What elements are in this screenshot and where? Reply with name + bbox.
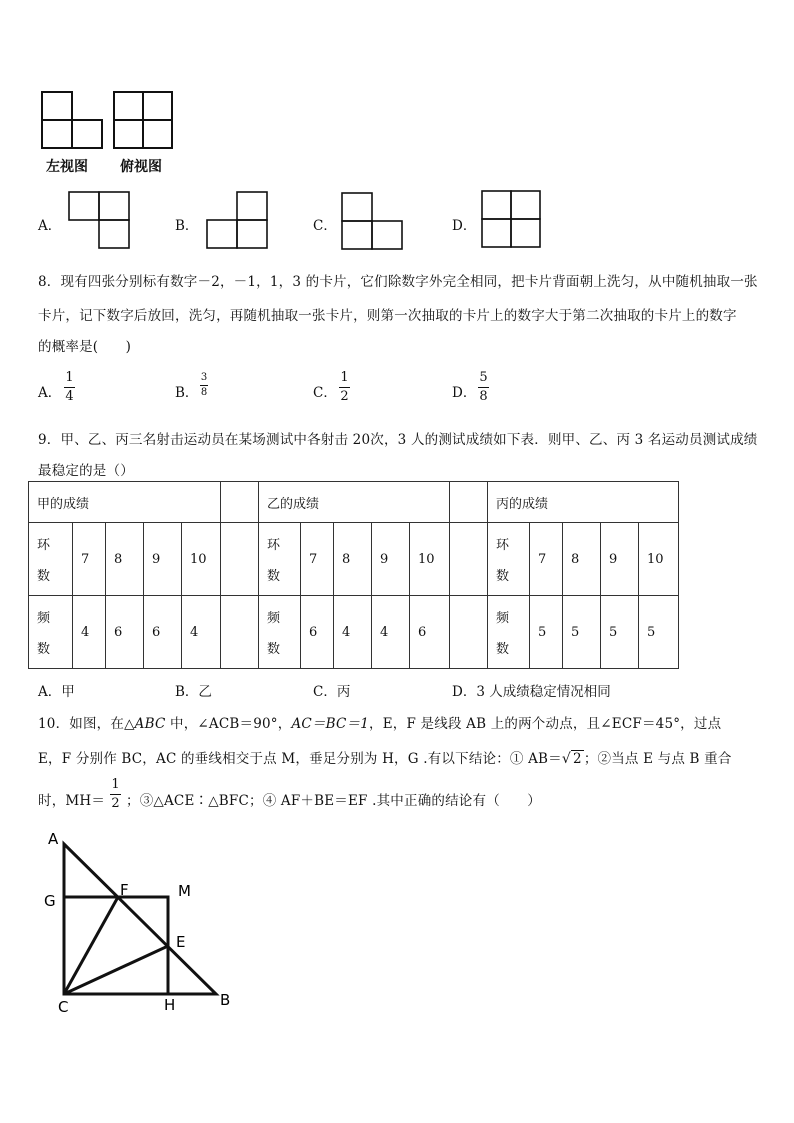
spacer-cell bbox=[221, 482, 259, 523]
freq-label-cell: 频 数 bbox=[29, 596, 73, 669]
q8-option-a-label[interactable]: A． bbox=[38, 385, 62, 401]
sqrt-sign: √ bbox=[561, 751, 572, 767]
segment-ce bbox=[64, 946, 168, 994]
table-cell: 4 bbox=[73, 596, 106, 669]
spacer-cell bbox=[221, 596, 259, 669]
top-view-caption: 俯视图 bbox=[120, 159, 162, 175]
q7-option-d-figure bbox=[480, 189, 544, 251]
table-cell: 8 bbox=[334, 523, 372, 596]
fraction-numerator: 1 bbox=[111, 777, 120, 792]
fraction-numerator: 3 bbox=[200, 372, 208, 383]
label-a: A bbox=[48, 830, 59, 848]
table-cell: 9 bbox=[601, 523, 639, 596]
q8-option-c-fraction bbox=[339, 370, 350, 405]
fraction-bar bbox=[64, 387, 75, 388]
table-row-rings bbox=[29, 523, 679, 596]
fraction-numerator: 1 bbox=[340, 370, 349, 385]
q7-option-c-label[interactable]: C． bbox=[313, 218, 337, 234]
q8-text-line-1: 8．现有四张分别标有数字－2，－1，1，3 的卡片，它们除数字外完全相同，把卡片背面朝上洗匀，从中随机抽取一张 bbox=[38, 274, 758, 290]
fraction-denominator: 2 bbox=[111, 796, 120, 811]
ring-label-cell: 环 数 bbox=[259, 523, 301, 596]
table-cell: 5 bbox=[563, 596, 601, 669]
table-cell: 6 bbox=[106, 596, 144, 669]
triangle-abc bbox=[64, 844, 216, 994]
table-cell: 7 bbox=[301, 523, 334, 596]
spacer-cell bbox=[221, 523, 259, 596]
table-cell: 9 bbox=[144, 523, 182, 596]
header-jia: 甲的成绩 bbox=[29, 482, 221, 523]
q8-option-c-label[interactable]: C． bbox=[313, 385, 337, 401]
q9-text-line-2: 最稳定的是（） bbox=[38, 463, 134, 479]
q10-fraction bbox=[110, 777, 121, 812]
table-cell: 10 bbox=[410, 523, 450, 596]
q8-text-line-2: 卡片，记下数字后放回，洗匀，再随机抽取一张卡片，则第一次抽取的卡片上的数字大于第二次抽取的卡片上的数字 bbox=[38, 308, 737, 324]
q7-option-a-figure bbox=[67, 190, 133, 252]
ring-label-cell: 环 数 bbox=[29, 523, 73, 596]
table-cell: 9 bbox=[372, 523, 410, 596]
q7-option-b-label[interactable]: B． bbox=[175, 218, 199, 234]
q7-option-b-figure bbox=[205, 190, 271, 252]
table-cell: 5 bbox=[639, 596, 679, 669]
left-view-caption: 左视图 bbox=[46, 159, 88, 175]
header-bing: 丙的成绩 bbox=[488, 482, 679, 523]
fraction-denominator: 8 bbox=[479, 389, 488, 404]
left-view-figure bbox=[40, 90, 106, 152]
freq-label-cell: 频 数 bbox=[488, 596, 530, 669]
triangle-figure bbox=[38, 825, 238, 1015]
label-h: H bbox=[164, 996, 176, 1014]
score-table bbox=[28, 481, 679, 669]
q8-text-line-3: 的概率是( ) bbox=[38, 339, 132, 355]
table-cell: 4 bbox=[372, 596, 410, 669]
top-view-figure bbox=[112, 90, 176, 152]
fraction-bar bbox=[200, 385, 208, 386]
q8-option-b-label[interactable]: B． bbox=[175, 385, 199, 401]
q10-text-line-1: 10．如图，在△ABC 中，∠ACB＝90°，AC＝BC＝1，E，F 是线段 AB 上的两个动点，且∠ECF＝45°，过点 bbox=[38, 716, 722, 732]
table-cell: 7 bbox=[73, 523, 106, 596]
table-cell: 6 bbox=[301, 596, 334, 669]
q10-text-line-3: 时，MH＝ bbox=[38, 793, 106, 809]
fraction-denominator: 8 bbox=[200, 387, 208, 398]
table-cell: 10 bbox=[639, 523, 679, 596]
fraction-numerator: 1 bbox=[65, 370, 74, 385]
table-cell: 8 bbox=[563, 523, 601, 596]
fraction-bar bbox=[110, 794, 121, 795]
table-cell: 4 bbox=[334, 596, 372, 669]
q7-option-a-label[interactable]: A． bbox=[38, 218, 62, 234]
spacer-cell bbox=[450, 482, 488, 523]
spacer-cell bbox=[450, 596, 488, 669]
q8-option-d-fraction bbox=[478, 370, 489, 405]
table-cell: 4 bbox=[182, 596, 221, 669]
ring-label-cell: 环 数 bbox=[488, 523, 530, 596]
table-cell: 7 bbox=[530, 523, 563, 596]
q8-option-a-fraction bbox=[64, 370, 75, 405]
label-e: E bbox=[176, 933, 186, 951]
fraction-bar bbox=[339, 387, 350, 388]
table-cell: 6 bbox=[144, 596, 182, 669]
table-row-frequency bbox=[29, 596, 679, 669]
segment-gm-mh bbox=[64, 897, 168, 994]
table-cell: 6 bbox=[410, 596, 450, 669]
q8-option-b-fraction bbox=[200, 372, 208, 399]
q9-option-a[interactable]: A．甲 bbox=[38, 684, 75, 700]
spacer-cell bbox=[450, 523, 488, 596]
q8-option-d-label[interactable]: D． bbox=[452, 385, 477, 401]
label-m: M bbox=[178, 882, 191, 900]
table-cell: 5 bbox=[530, 596, 563, 669]
q10-text-line-2: E，F 分别作 BC，AC 的垂线相交于点 M，垂足分别为 H，G .有以下结论：① AB＝√ 2 ；②当点 E 与点 B 重合 bbox=[38, 751, 732, 767]
fraction-bar bbox=[478, 387, 489, 388]
q9-option-b[interactable]: B．乙 bbox=[175, 684, 212, 700]
q9-option-d[interactable]: D．3 人成绩稳定情况相同 bbox=[452, 684, 611, 700]
freq-label-cell: 频 数 bbox=[259, 596, 301, 669]
q9-text-line-1: 9．甲、乙、丙三名射击运动员在某场测试中各射击 20次，3 人的测试成绩如下表．则甲、乙、丙 3 名运动员测试成绩 bbox=[38, 432, 758, 448]
q7-option-c-figure bbox=[340, 191, 406, 253]
label-c: C bbox=[58, 998, 69, 1015]
q9-option-c[interactable]: C．丙 bbox=[313, 684, 351, 700]
label-g: G bbox=[44, 892, 56, 910]
table-cell: 5 bbox=[601, 596, 639, 669]
fraction-denominator: 2 bbox=[340, 389, 349, 404]
segment-cf bbox=[64, 897, 118, 994]
fraction-numerator: 5 bbox=[479, 370, 488, 385]
table-cell: 8 bbox=[106, 523, 144, 596]
label-b: B bbox=[220, 991, 231, 1009]
fraction-denominator: 4 bbox=[65, 389, 74, 404]
q10-text-line-3-rest: ；③△ACE∶△BFC；④ AF＋BE＝EF .其中正确的结论有（ ） bbox=[126, 793, 542, 809]
q7-option-d-label[interactable]: D． bbox=[452, 218, 477, 234]
table-header-row bbox=[29, 482, 679, 523]
label-f: F bbox=[120, 881, 129, 899]
header-yi: 乙的成绩 bbox=[259, 482, 450, 523]
table-cell: 10 bbox=[182, 523, 221, 596]
